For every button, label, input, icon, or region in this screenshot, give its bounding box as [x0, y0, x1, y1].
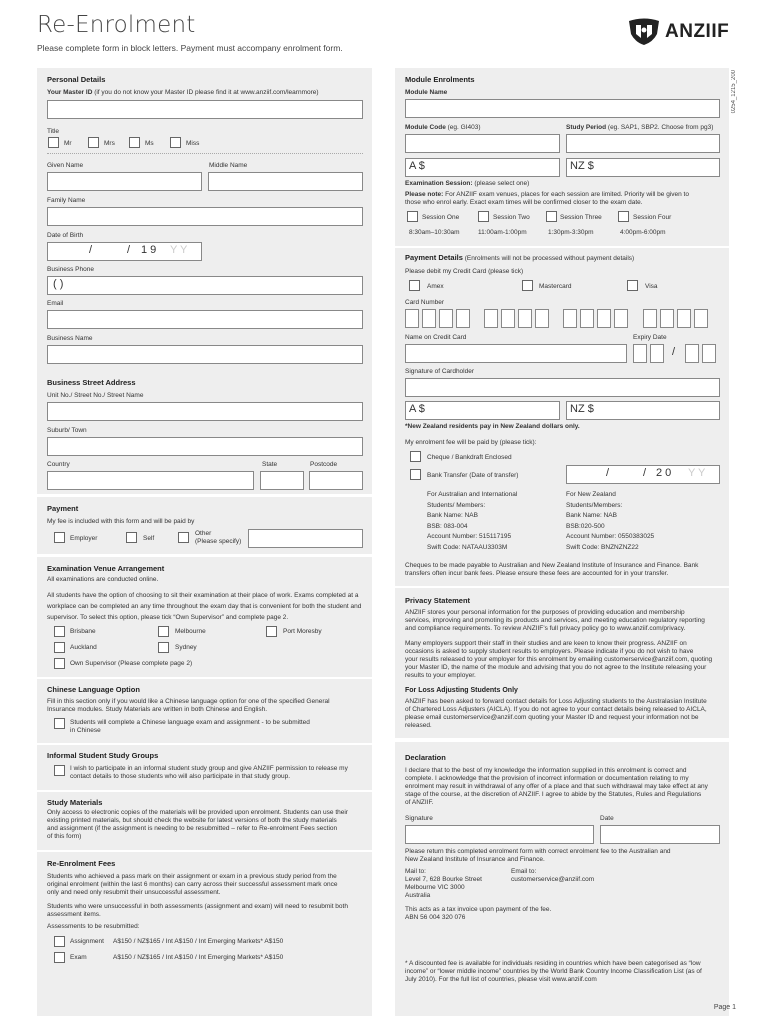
master-id-label: Your Master ID (if you do not know your Master ID please find it at www.anziif.com/learnmore)	[47, 89, 319, 96]
session-one-label: Session One	[422, 214, 460, 221]
dob-slash: /	[127, 244, 131, 256]
cardholder-signature-label: Signature of Cardholder	[405, 368, 475, 375]
name-on-card-label: Name on Credit Card	[405, 334, 467, 341]
middle-name-input[interactable]	[208, 172, 363, 191]
title-mrs-label: Mrs	[104, 140, 115, 147]
bank-transfer-checkbox[interactable]	[410, 469, 421, 480]
return-para: Please return this completed enrolment form with correct enrolment fee to the Australian and New Zealand Institute of Insurance and Finance.	[405, 848, 671, 863]
title-ms-checkbox[interactable]	[129, 137, 140, 148]
payment-aud-symbol: A $	[409, 403, 425, 415]
materials-para: Only access to electronic copies of the materials will be provided upon enrolment. Students can use their existing printed materials, but should check the website for latest versions of both the study materials and assignment (if the assignment is needing to be resubmitted – refer to Re-enrolment Fees section of this form)	[47, 809, 348, 840]
payment-details-heading: Payment Details (Enrolments will not be processed without payment details)	[405, 253, 635, 262]
business-name-label: Business Name	[47, 335, 93, 342]
given-name-input[interactable]	[47, 172, 202, 191]
master-id-input[interactable]	[47, 100, 363, 119]
venue-melbourne-checkbox[interactable]	[158, 626, 169, 637]
business-phone-label: Business Phone	[47, 266, 94, 273]
informal-heading: Informal Student Study Groups	[47, 751, 159, 760]
visa-label: Visa	[645, 283, 658, 290]
email-input[interactable]	[47, 310, 363, 329]
assignment-fee: A$150 / NZ$165 / Int A$150 / Int Emerging Markets* A$150	[113, 938, 284, 945]
declaration-heading: Declaration	[405, 753, 446, 762]
venue-melbourne-label: Melbourne	[175, 628, 206, 635]
family-name-input[interactable]	[47, 207, 363, 226]
session-note: Please note: For ANZIIF exam venues, places for each session are limited. Priority will be given to those who enrol early. Exact exam times will be confirmed closer to the exam date.	[405, 191, 689, 206]
expiry-year-cell[interactable]	[702, 344, 716, 363]
session-four-checkbox[interactable]	[618, 211, 629, 222]
cheque-note: Cheques to be made payable to Australian and New Zealand Institute of Insurance and Finance. Bank transfers often incur bank fees. Please ensure these fees are accounted for in your transfer.	[405, 562, 699, 577]
expiry-year-cell[interactable]	[685, 344, 699, 363]
email-label: Email	[47, 300, 64, 307]
title-mrs-checkbox[interactable]	[88, 137, 99, 148]
address-heading: Business Street Address	[47, 378, 136, 387]
au-bank-details: For Australian and International Students/ Members: Bank Name: NAB BSB: 083-004 Account Number: 515117195 Swift Code: NATAAU3303M	[427, 491, 518, 551]
venue-auckland-checkbox[interactable]	[54, 642, 65, 653]
dob-label: Date of Birth	[47, 232, 84, 239]
fees-para1: Students who achieved a pass mark on their assignment or exam in a previous study period from the original enrolment (within the last 6 months) can carry across their successful assessment mark once only and need only resubmit their unsuccessful assessment.	[47, 873, 338, 896]
mastercard-checkbox[interactable]	[522, 280, 533, 291]
aud-symbol: A $	[409, 160, 425, 172]
expiry-label: Expiry Date	[633, 334, 667, 341]
exam-fee: A$150 / NZ$165 / Int A$150 / Int Emerging Markets* A$150	[113, 954, 284, 961]
venue-port-moresby-label: Port Moresby	[283, 628, 322, 635]
module-code-label: Module Code (eg. GI403)	[405, 124, 481, 131]
given-name-label: Given Name	[47, 162, 84, 169]
date-century: 2 0	[656, 467, 672, 479]
venue-sydney-label: Sydney	[175, 644, 197, 651]
fees-heading: Re-Enrolment Fees	[47, 859, 116, 868]
exam-label: Exam	[70, 954, 87, 961]
self-checkbox[interactable]	[126, 532, 137, 543]
state-label: State	[262, 461, 278, 468]
declaration-signature-input[interactable]	[405, 825, 594, 844]
anziif-logo	[627, 18, 729, 46]
declaration-date-input[interactable]	[600, 825, 720, 844]
assignment-label: Assignment	[70, 938, 104, 945]
informal-checkbox[interactable]	[54, 765, 65, 776]
name-on-card-input[interactable]	[405, 344, 627, 363]
exam-checkbox[interactable]	[54, 952, 65, 963]
date-year-placeholder: Y Y	[688, 467, 706, 479]
country-label: Country	[47, 461, 70, 468]
declaration-para: I declare that to the best of my knowledge the information supplied in this enrolment is correct and complete. I acknowledge that the provision of incorrect information or documentation relating to my enrolment may result in withdrawal of any offer of a place and that such withdrawal may take effect at any stage of the course, at the discretion of ANZIIF. I agree to abide by the Statutes, Rules and Regulations of ANZIIF.	[405, 767, 708, 806]
paid-by-text: My enrolment fee will be paid by (please tick):	[405, 439, 537, 446]
amex-label: Amex	[427, 283, 444, 290]
title-mr-label: Mr	[64, 140, 72, 147]
nzd-symbol: NZ $	[570, 160, 594, 172]
module-name-label: Module Name	[405, 89, 448, 96]
debit-text: Please debit my Credit Card (please tick)	[405, 268, 524, 275]
country-input[interactable]	[47, 471, 254, 490]
expiry-month-cell[interactable]	[650, 344, 664, 363]
postcode-input[interactable]	[309, 471, 363, 490]
chinese-option-text: Students will complete a Chinese language exam and assignment - to be submitted in Chinese	[70, 719, 310, 734]
state-input[interactable]	[260, 471, 304, 490]
amex-checkbox[interactable]	[409, 280, 420, 291]
expiry-month-cell[interactable]	[633, 344, 647, 363]
payment-heading: Payment	[47, 504, 79, 513]
session-two-label: Session Two	[493, 214, 530, 221]
privacy-para1: ANZIIF stores your personal information for the purposes of providing education and membership services, improving and promoting its products and services, and meeting education regulatory reporting and compliance requirements. To review ANZIIF’s full privacy policy go to www.anziif.com/privacy.	[405, 609, 705, 632]
other-input[interactable]	[248, 529, 363, 548]
suburb-label: Suburb/ Town	[47, 427, 87, 434]
venue-auckland-label: Auckland	[70, 644, 97, 651]
dob-century: 1 9	[141, 244, 157, 256]
title-mr-checkbox[interactable]	[48, 137, 59, 148]
date-slash: /	[643, 467, 647, 479]
form-subtitle: Please complete form in block letters. Payment must accompany enrolment form.	[37, 43, 343, 53]
logo-text: ANZIIF	[665, 21, 730, 42]
cardholder-signature-input[interactable]	[405, 378, 720, 397]
other-note: (Please specify)	[195, 538, 242, 545]
loss-adjusting-heading: For Loss Adjusting Students Only	[405, 687, 518, 694]
venue-para: All students have the option of choosing to sit their examination at their place of work. Exams completed at a workplace can be completed an any time throughout the exam day that is convenient for both the student and supervisor. To select this option, please tick “Own Supervisor” and complete page 2.	[47, 592, 362, 621]
fees-line3: Assessments to be resubmitted:	[47, 923, 140, 930]
session-label: Examination Session: (please select one)	[405, 180, 530, 187]
venue-brisbane-checkbox[interactable]	[54, 626, 65, 637]
chinese-heading: Chinese Language Option	[47, 685, 140, 694]
venue-sydney-checkbox[interactable]	[158, 642, 169, 653]
module-code-input[interactable]	[405, 134, 560, 153]
study-period-input[interactable]	[566, 134, 720, 153]
privacy-para3: ANZIIF has been asked to forward contact details for Loss Adjusting students to the Australasian Institute of Chartered Loss Adjusters (AICLA). If you do not agree to your contact details being released to AICLA, please email customerservice@anziif.com quoting your Master ID and request your information not be released.	[405, 698, 707, 729]
session-one-time: 8:30am–10:30am	[409, 229, 460, 236]
mastercard-label: Mastercard	[539, 283, 572, 290]
privacy-heading: Privacy Statement	[405, 596, 471, 605]
session-one-checkbox[interactable]	[407, 211, 418, 222]
page-number: Page 1	[713, 1004, 736, 1011]
module-fee-aud-input[interactable]	[405, 158, 560, 177]
phone-area-code: ( )	[53, 278, 64, 290]
card-number-label: Card Number	[405, 299, 445, 306]
title-miss-checkbox[interactable]	[170, 137, 181, 148]
mail-to: Mail to: Level 7, 628 Bourke Street Melbourne VIC 3000 Australia	[405, 868, 482, 899]
business-name-input[interactable]	[47, 345, 363, 364]
visa-checkbox[interactable]	[627, 280, 638, 291]
assignment-checkbox[interactable]	[54, 936, 65, 947]
family-name-label: Family Name	[47, 197, 86, 204]
session-four-time: 4:00pm-6:00pm	[620, 229, 666, 236]
informal-option-text: I wish to participate in an informal student study group and give ANZIIF permission to release my contact details to those students who will also participate in that study group.	[70, 765, 348, 780]
tax-note: This acts as a tax invoice upon payment of the fee. ABN 56 004 320 076	[405, 906, 552, 921]
personal-details-heading: Personal Details	[47, 75, 106, 84]
own-supervisor-label: Own Supervisor (Please complete page 2)	[70, 660, 193, 667]
study-period-label: Study Period (eg. SAP1, SBP2. Choose from pg3)	[566, 124, 714, 131]
suburb-input[interactable]	[47, 437, 363, 456]
session-two-time: 11:00am-1:00pm	[478, 229, 527, 236]
form-title: Re-Enrolment	[37, 12, 196, 38]
session-three-time: 1:30pm-3:30pm	[548, 229, 594, 236]
title-label: Title	[47, 128, 60, 135]
other-checkbox[interactable]	[178, 532, 189, 543]
fees-para2: Students who were unsuccessful in both assessments (assignment and exam) will need to resubmit both assessment items.	[47, 903, 348, 918]
nz-note: *New Zealand residents pay in New Zealand dollars only.	[405, 423, 580, 430]
own-supervisor-checkbox[interactable]	[54, 658, 65, 669]
bank-transfer-label: Bank Transfer (Date of transfer)	[427, 472, 519, 479]
venue-line1: All examinations are conducted online.	[47, 576, 159, 583]
module-name-input[interactable]	[405, 99, 720, 118]
payment-nzd-symbol: NZ $	[570, 403, 594, 415]
postcode-label: Postcode	[310, 461, 338, 468]
payment-text: My fee is included with this form and will be paid by	[47, 518, 195, 525]
self-label: Self	[143, 535, 155, 542]
session-three-label: Session Three	[560, 214, 602, 221]
employer-label: Employer	[70, 535, 98, 542]
footnote: * A discounted fee is available for individuals residing in countries which have been categorised as “low income” or “lower middle income” countries by the World Bank Country Income Classification List (as of July 2010). For the full list of countries, please visit www.anziif.com	[405, 960, 702, 983]
business-phone-input[interactable]	[47, 276, 363, 295]
form-code: 0254_1215_200	[731, 70, 737, 114]
cheque-checkbox[interactable]	[410, 451, 421, 462]
title-ms-label: Ms	[145, 140, 154, 147]
date-slash: /	[606, 467, 610, 479]
chinese-checkbox[interactable]	[54, 718, 65, 729]
dob-year-placeholder: Y Y	[170, 244, 188, 256]
payment-aud-input[interactable]	[405, 401, 560, 420]
expiry-slash: /	[672, 346, 676, 358]
employer-checkbox[interactable]	[54, 532, 65, 543]
unit-label: Unit No./ Street No./ Street Name	[47, 392, 144, 399]
nz-bank-details: For New Zealand Students/Members: Bank Name: NAB BSB:020-500 Account Number: 0550383025 Swift Code: BNZNZNZ22	[566, 491, 655, 551]
title-miss-label: Miss	[186, 140, 200, 147]
session-four-label: Session Four	[633, 214, 672, 221]
other-label: Other	[195, 530, 212, 537]
shield-logo-icon	[627, 18, 661, 46]
middle-name-label: Middle Name	[209, 162, 248, 169]
declaration-date-label: Date	[600, 815, 614, 822]
venue-brisbane-label: Brisbane	[70, 628, 96, 635]
street-input[interactable]	[47, 402, 363, 421]
venue-port-moresby-checkbox[interactable]	[266, 626, 277, 637]
privacy-para2: Many employers support their staff in their studies and are keen to know their progress. ANZIIF on occasions is asked to supply student results to employers. Please indicate if you do not wish to have your results released to your employer for this enrolment by emailing customerservice@anziif.com, quoting your Master ID, the name of the module and advising that you do not agree to the Institute releasing your results to your employer.	[405, 640, 713, 679]
declaration-signature-label: Signature	[405, 815, 433, 822]
module-heading: Module Enrolments	[405, 75, 475, 84]
session-three-checkbox[interactable]	[546, 211, 557, 222]
session-two-checkbox[interactable]	[478, 211, 489, 222]
chinese-para: Fill in this section only if you would like a Chinese language option for one of the specified General Insurance modules. Study Materials are written in both Chinese and English.	[47, 698, 330, 713]
venue-heading: Examination Venue Arrangement	[47, 564, 165, 573]
email-to: Email to: customerservice@anziif.com	[511, 868, 595, 883]
cheque-label: Cheque / Bankdraft Enclosed	[427, 454, 512, 461]
dob-slash: /	[89, 244, 93, 256]
materials-heading: Study Materials	[47, 798, 103, 807]
